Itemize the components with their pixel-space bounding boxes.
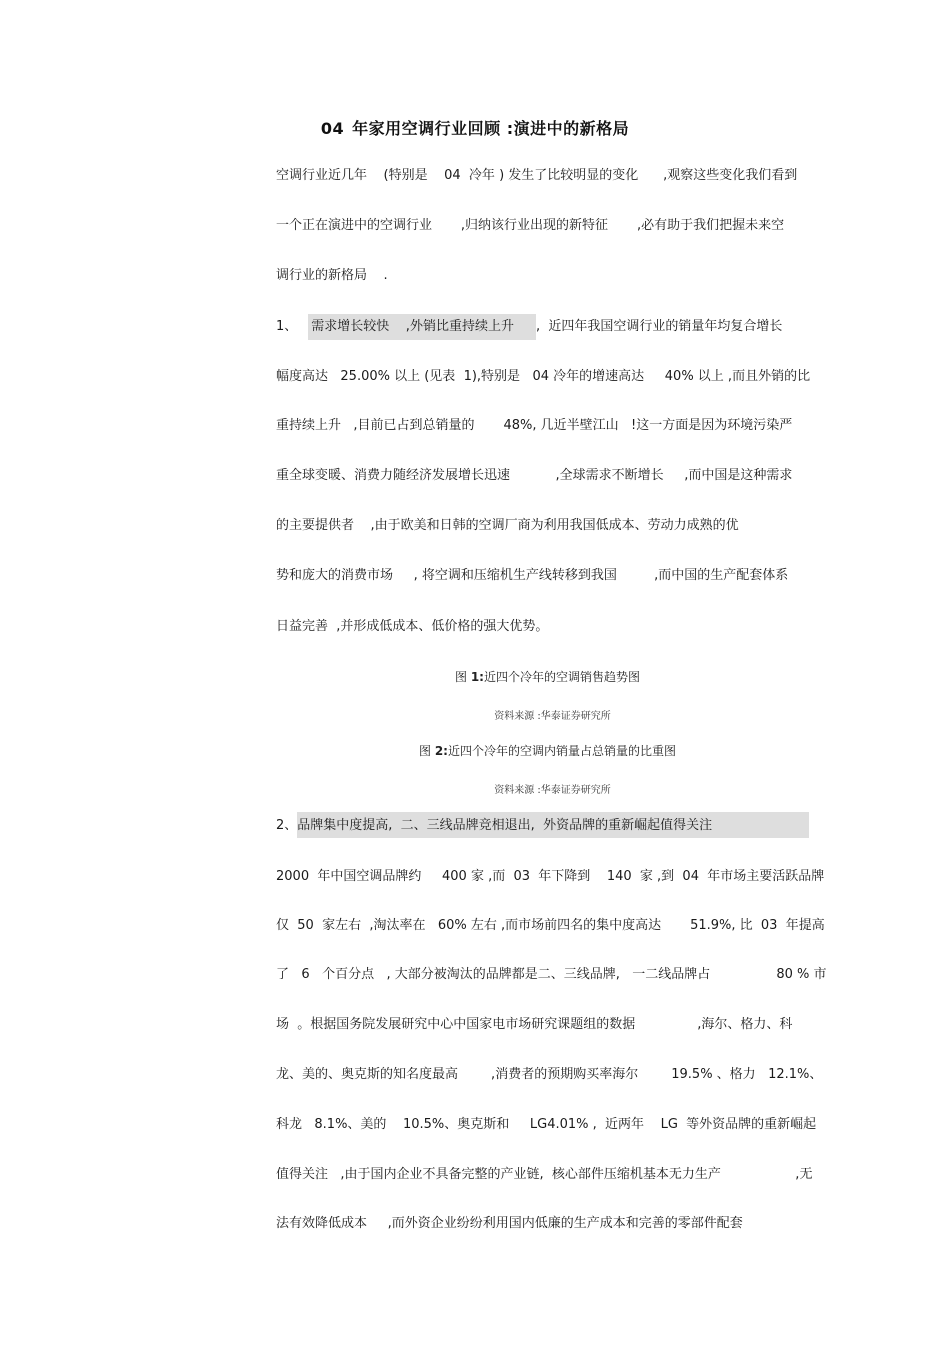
section2-line-2: 仅 50 家左右 ,淘汰率在 60% 左右 ,而市场前四名的集中度高达 51.9%, 比 03 年提高	[276, 918, 825, 933]
figure-2-title: 近四个冷年的空调内销量占总销量的比重图	[447, 744, 676, 758]
section1-line-4: 的主要提供者 ,由于欧美和日韩的空调厂商为利用我国低成本、劳动力成熟的优	[276, 518, 739, 533]
section1-line-6: 日益完善 ,并形成低成本、低价格的强大优势。	[276, 619, 549, 634]
section1-heading: 需求增长较快 ,外销比重持续上升	[311, 319, 514, 334]
section2-number: 2、	[276, 818, 298, 833]
figure-1-label: 图	[455, 670, 471, 684]
figure-2-label: 图	[419, 744, 435, 758]
section2-line-4: 场 。根据国务院发展研究中心中国家电市场研究课题组的数据 ,海尔、格力、科	[276, 1017, 793, 1032]
section2-line-3: 了 6 个百分点 , 大部分被淘汰的品牌都是二、三线品牌, 一二线品牌占 80 % 市	[276, 967, 827, 982]
figure-2-number: 2:	[434, 744, 448, 758]
section1-line-3: 重全球变暖、消费力随经济发展增长迅速 ,全球需求不断增长 ,而中国是这种需求	[276, 468, 793, 483]
figure-2-source: 资料来源 :华泰证券研究所	[494, 785, 611, 796]
section1-heading-line	[276, 317, 836, 337]
section1-heading-tail: , 近四年我国空调行业的销量年均复合增长	[535, 319, 783, 334]
figure-1-title: 近四个冷年的空调销售趋势图	[483, 670, 640, 684]
figure-1-caption	[0, 668, 950, 685]
title-text: 年家用空调行业回顾 :演进中的新格局	[346, 119, 630, 138]
intro-line-3: 调行业的新格局 .	[276, 268, 388, 283]
section1-line-5: 势和庞大的消费市场 , 将空调和压缩机生产线转移到我国 ,而中国的生产配套体系	[276, 568, 789, 583]
figure-1-number: 1:	[470, 670, 484, 684]
section2-line-1: 2000 年中国空调品牌约 400 家 ,而 03 年下降到 140 家 ,到 04 年市场主要活跃品牌	[276, 869, 825, 884]
section2-heading: 品牌集中度提高, 二、三线品牌竞相退出, 外资品牌的重新崛起值得关注	[297, 818, 713, 833]
document-title	[0, 116, 950, 139]
title-year: 04	[320, 119, 345, 138]
section2-line-5: 龙、美的、奥克斯的知名度最高 ,消费者的预期购买率海尔 19.5% 、格力 12.1%、	[276, 1067, 823, 1082]
figure-1-source: 资料来源 :华泰证券研究所	[494, 711, 611, 722]
intro-line-2: 一个正在演进中的空调行业 ,归纳该行业出现的新特征 ,必有助于我们把握未来空	[276, 218, 785, 233]
section2-heading-line	[276, 816, 836, 836]
section1-number: 1、	[276, 319, 298, 334]
section1-line-2: 重持续上升 ,目前已占到总销量的 48%, 几近半壁江山 !这一方面是因为环境污染严	[276, 418, 793, 433]
figure-2-caption	[0, 742, 950, 759]
section1-line-1: 幅度高达 25.00% 以上 (见表 1),特别是 04 冷年的增速高达 40% 以上 ,而且外销的比	[276, 369, 811, 384]
section2-line-8: 法有效降低成本 ,而外资企业纷纷利用国内低廉的生产成本和完善的零部件配套	[276, 1216, 743, 1231]
intro-line-1: 空调行业近几年 (特别是 04 冷年 ) 发生了比较明显的变化 ,观察这些变化我们看到	[276, 168, 798, 183]
section2-line-7: 值得关注 ,由于国内企业不具备完整的产业链, 核心部件压缩机基本无力生产 ,无	[276, 1167, 813, 1182]
section2-line-6: 科龙 8.1%、美的 10.5%、奥克斯和 LG4.01% , 近两年 LG 等外资品牌的重新崛起	[276, 1117, 817, 1132]
